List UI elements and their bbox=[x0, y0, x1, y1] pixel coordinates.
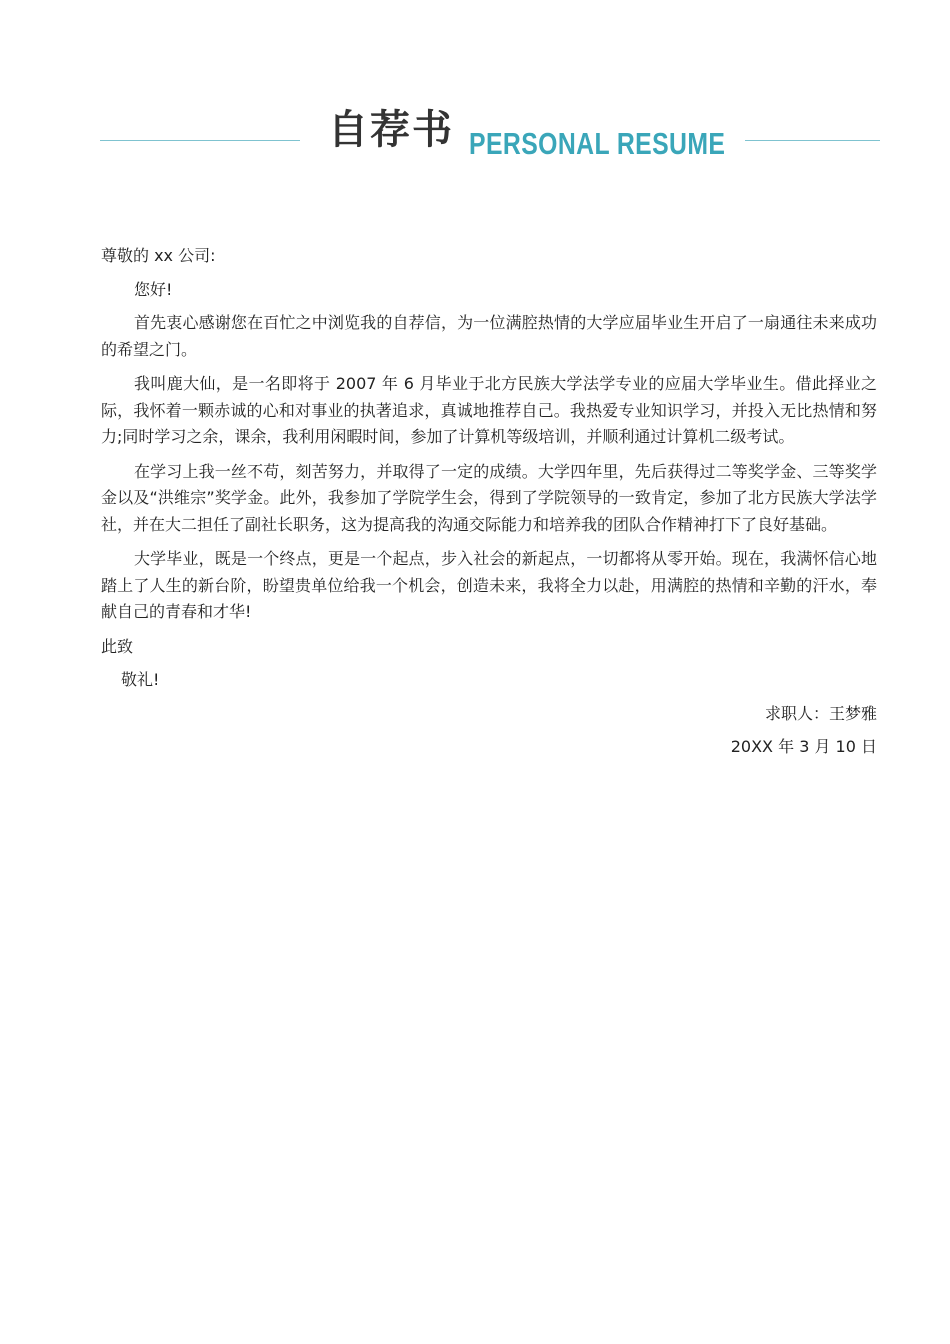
closing: 此致 bbox=[101, 636, 134, 656]
regards: 敬礼! bbox=[121, 670, 160, 689]
paragraph: 大学毕业，既是一个终点，更是一个起点，步入社会的新起点，一切都将从零开始。现在，我满怀信心地踏上了人生的新台阶，盼望贵单位给我一个机会，创造未来，我将全力以赴，用满腔的热情和辛勤的汗水，奉献自己的青春和才华! bbox=[101, 549, 877, 621]
paragraph: 在学习上我一丝不苟，刻苦努力，并取得了一定的成绩。大学四年里，先后获得过二等奖学金、三等奖学金以及“洪维宗”奖学金。此外，我参加了学院学生会，得到了学院领导的一致肯定，参加了北方民族大学法学社，并在大二担任了副社长职务，这为提高我的沟通交际能力和培养我的团队合作精神打下了良好基础。 bbox=[101, 461, 877, 534]
date: 20XX 年 3 月 10 日 bbox=[730, 737, 877, 756]
page-subtitle: PERSONAL RESUME bbox=[469, 126, 726, 161]
paragraph: 首先衷心感谢您在百忙之中浏览我的自荐信，为一位满腔热情的大学应届毕业生开启了一扇通往未来成功的希望之门。 bbox=[101, 313, 877, 359]
header-rule-right bbox=[745, 140, 880, 141]
page-title: 自荐书 bbox=[328, 107, 454, 153]
header-rule-left bbox=[100, 140, 300, 141]
salutation: 尊敬的 xx 公司: bbox=[101, 246, 216, 265]
paragraph: 我叫鹿大仙，是一名即将于 2007 年 6 月毕业于北方民族大学法学专业的应届大学毕业生。借此择业之际，我怀着一颗赤诚的心和对事业的执著追求，真诚地推荐自己。我热爱专业知识学习，并投入无比热情和努力;同时学习之余，课余，我利用闲暇时间，参加了计算机等级培训，并顺利通过计算机二级考试。 bbox=[101, 374, 877, 446]
signer: 求职人：王梦雅 bbox=[764, 703, 877, 723]
greeting: 您好! bbox=[134, 279, 173, 299]
header bbox=[0, 100, 950, 180]
letter-body bbox=[101, 243, 877, 761]
